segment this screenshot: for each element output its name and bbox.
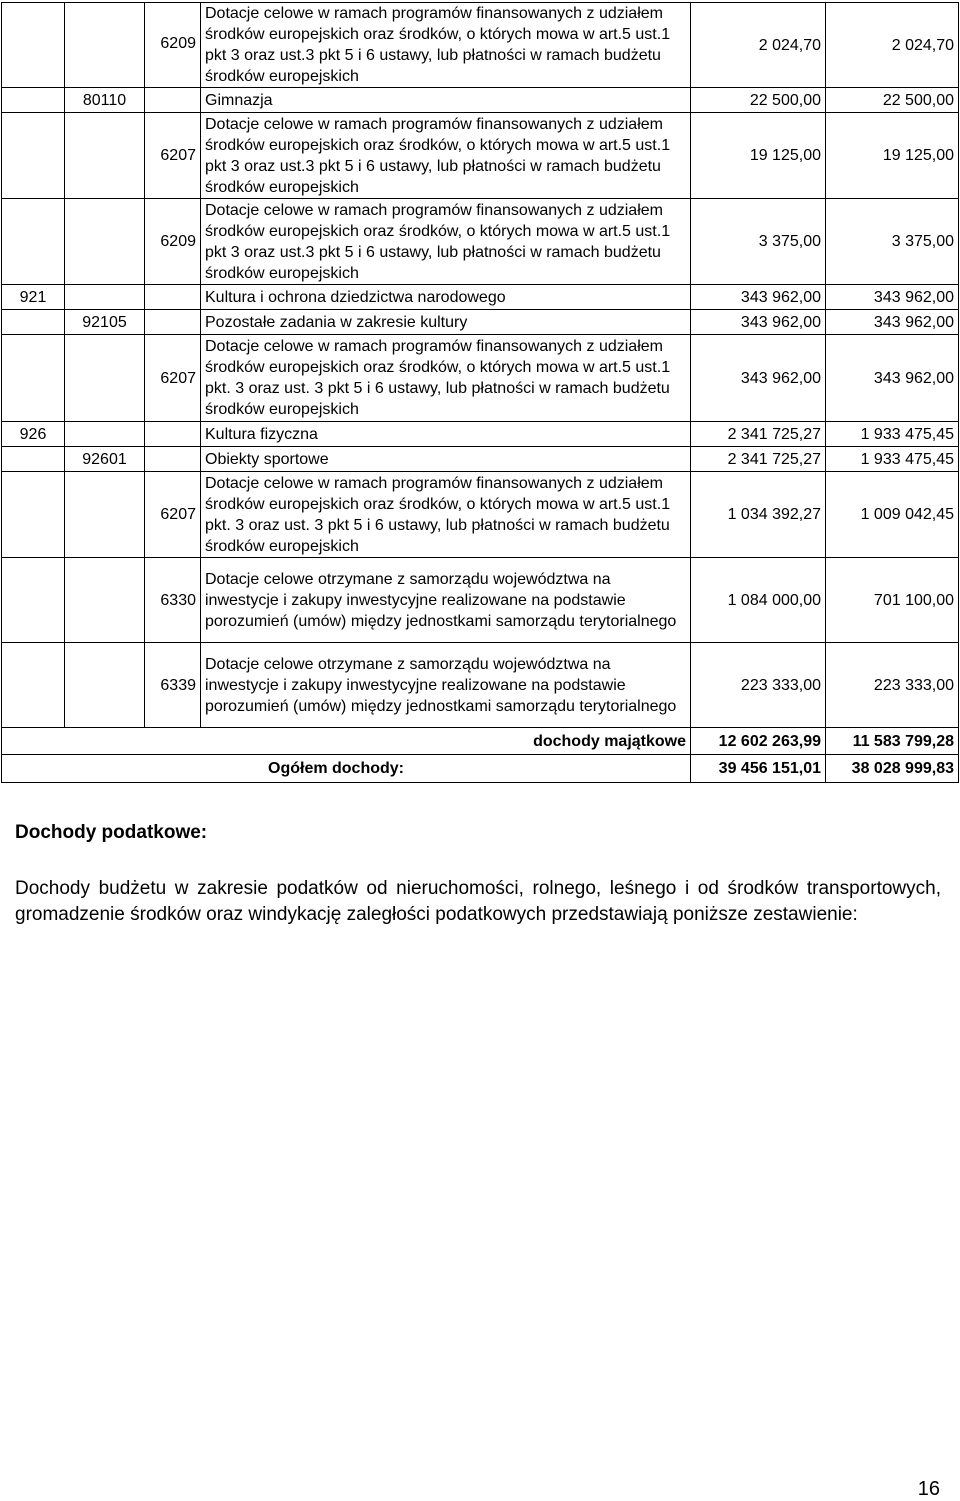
total-exec: 38 028 999,83 bbox=[826, 755, 959, 783]
exec-value: 701 100,00 bbox=[826, 558, 959, 643]
dzial-cell bbox=[2, 335, 65, 422]
plan-value: 22 500,00 bbox=[691, 88, 826, 113]
table-row bbox=[2, 643, 959, 728]
paragraf-code: 6207 bbox=[145, 472, 201, 558]
majatkowe-plan: 12 602 263,99 bbox=[691, 728, 826, 755]
table-row bbox=[2, 3, 959, 88]
description: Kultura fizyczna bbox=[201, 422, 691, 447]
table-row bbox=[2, 113, 959, 199]
plan-value: 223 333,00 bbox=[691, 643, 826, 728]
dzial-code: 926 bbox=[2, 422, 65, 447]
table-row bbox=[2, 285, 959, 310]
description: Dotacje celowe w ramach programów finansowanych z udziałem środków europejskich oraz środków, o których mowa w art.5 ust.1 pkt 3 oraz ust.3 pkt 5 i 6 ustawy, lub płatności w ramach budżetu środków europejskich bbox=[201, 199, 691, 285]
dzial-cell bbox=[2, 472, 65, 558]
paragraf-cell bbox=[145, 285, 201, 310]
dzial-cell bbox=[2, 113, 65, 199]
exec-value: 3 375,00 bbox=[826, 199, 959, 285]
majatkowe-exec: 11 583 799,28 bbox=[826, 728, 959, 755]
paragraf-code: 6207 bbox=[145, 113, 201, 199]
dzial-code: 921 bbox=[2, 285, 65, 310]
exec-value: 19 125,00 bbox=[826, 113, 959, 199]
dzial-cell bbox=[2, 199, 65, 285]
exec-value: 1 933 475,45 bbox=[826, 422, 959, 447]
exec-value: 1 009 042,45 bbox=[826, 472, 959, 558]
dzial-cell bbox=[2, 558, 65, 643]
exec-value: 223 333,00 bbox=[826, 643, 959, 728]
rozdzial-cell bbox=[65, 558, 145, 643]
paragraf-code: 6339 bbox=[145, 643, 201, 728]
rozdzial-cell bbox=[65, 113, 145, 199]
body-paragraph: Dochody budżetu w zakresie podatków od nieruchomości, rolnego, leśnego i od środków transportowych, gromadzenie środków oraz windykację zaległości podatkowych przedstawiają poniższe zestawienie: bbox=[15, 878, 941, 925]
description: Pozostałe zadania w zakresie kultury bbox=[201, 310, 691, 335]
description: Obiekty sportowe bbox=[201, 447, 691, 472]
total-row bbox=[2, 755, 959, 783]
rozdzial-code: 80110 bbox=[65, 88, 145, 113]
rozdzial-code: 92601 bbox=[65, 447, 145, 472]
page-number: 16 bbox=[917, 1478, 940, 1500]
majatkowe-label: dochody majątkowe bbox=[2, 728, 691, 755]
total-label-text: Ogółem dochody: bbox=[268, 760, 404, 777]
plan-value: 2 024,70 bbox=[691, 3, 826, 88]
table-row bbox=[2, 310, 959, 335]
plan-value: 2 341 725,27 bbox=[691, 447, 826, 472]
description: Dotacje celowe w ramach programów finansowanych z udziałem środków europejskich oraz środków, o których mowa w art.5 ust.1 pkt 3 oraz ust.3 pkt 5 i 6 ustawy, lub płatności w ramach budżetu środków europejskich bbox=[201, 3, 691, 88]
description: Dotacje celowe otrzymane z samorządu województwa na inwestycje i zakupy inwestycyjne realizowane na podstawie porozumień (umów) między jednostkami samorządu terytorialnego bbox=[201, 558, 691, 643]
description: Dotacje celowe otrzymane z samorządu województwa na inwestycje i zakupy inwestycyjne realizowane na podstawie porozumień (umów) między jednostkami samorządu terytorialnego bbox=[201, 643, 691, 728]
table-row bbox=[2, 558, 959, 643]
description: Dotacje celowe w ramach programów finansowanych z udziałem środków europejskich oraz środków, o których mowa w art.5 ust.1 pkt. 3 oraz ust. 3 pkt 5 i 6 ustawy, lub płatności w ramach budżetu środków europejskich bbox=[201, 472, 691, 558]
description: Kultura i ochrona dziedzictwa narodowego bbox=[201, 285, 691, 310]
rozdzial-cell bbox=[65, 643, 145, 728]
total-plan: 39 456 151,01 bbox=[691, 755, 826, 783]
table-row bbox=[2, 335, 959, 422]
plan-value: 1 034 392,27 bbox=[691, 472, 826, 558]
table-row bbox=[2, 422, 959, 447]
exec-value: 343 962,00 bbox=[826, 310, 959, 335]
section-heading: Dochody podatkowe: bbox=[15, 822, 208, 843]
description: Dotacje celowe w ramach programów finansowanych z udziałem środków europejskich oraz środków, o których mowa w art.5 ust.1 pkt. 3 oraz ust. 3 pkt 5 i 6 ustawy, lub płatności w ramach budżetu środków europejskich bbox=[201, 335, 691, 422]
exec-value: 2 024,70 bbox=[826, 3, 959, 88]
rozdzial-cell bbox=[65, 3, 145, 88]
plan-value: 343 962,00 bbox=[691, 335, 826, 422]
rozdzial-code: 92105 bbox=[65, 310, 145, 335]
plan-value: 2 341 725,27 bbox=[691, 422, 826, 447]
dzial-cell bbox=[2, 310, 65, 335]
description: Dotacje celowe w ramach programów finansowanych z udziałem środków europejskich oraz środków, o których mowa w art.5 ust.1 pkt 3 oraz ust.3 pkt 5 i 6 ustawy, lub płatności w ramach budżetu środków europejskich bbox=[201, 113, 691, 199]
paragraf-code: 6207 bbox=[145, 335, 201, 422]
rozdzial-cell bbox=[65, 199, 145, 285]
description: Gimnazja bbox=[201, 88, 691, 113]
plan-value: 19 125,00 bbox=[691, 113, 826, 199]
table-row bbox=[2, 199, 959, 285]
dzial-cell bbox=[2, 88, 65, 113]
exec-value: 1 933 475,45 bbox=[826, 447, 959, 472]
rozdzial-cell bbox=[65, 472, 145, 558]
paragraf-cell bbox=[145, 447, 201, 472]
table-row bbox=[2, 88, 959, 113]
exec-value: 343 962,00 bbox=[826, 285, 959, 310]
summary-row bbox=[2, 728, 959, 755]
plan-value: 343 962,00 bbox=[691, 310, 826, 335]
paragraf-code: 6209 bbox=[145, 3, 201, 88]
paragraf-cell bbox=[145, 422, 201, 447]
total-label bbox=[2, 755, 691, 783]
paragraf-code: 6209 bbox=[145, 199, 201, 285]
table-row bbox=[2, 447, 959, 472]
dzial-cell bbox=[2, 3, 65, 88]
plan-value: 3 375,00 bbox=[691, 199, 826, 285]
budget-table bbox=[1, 2, 959, 783]
plan-value: 1 084 000,00 bbox=[691, 558, 826, 643]
paragraf-code: 6330 bbox=[145, 558, 201, 643]
rozdzial-cell bbox=[65, 285, 145, 310]
table-row bbox=[2, 472, 959, 558]
exec-value: 22 500,00 bbox=[826, 88, 959, 113]
rozdzial-cell bbox=[65, 422, 145, 447]
paragraf-cell bbox=[145, 88, 201, 113]
dzial-cell bbox=[2, 643, 65, 728]
plan-value: 343 962,00 bbox=[691, 285, 826, 310]
paragraf-cell bbox=[145, 310, 201, 335]
exec-value: 343 962,00 bbox=[826, 335, 959, 422]
dzial-cell bbox=[2, 447, 65, 472]
rozdzial-cell bbox=[65, 335, 145, 422]
